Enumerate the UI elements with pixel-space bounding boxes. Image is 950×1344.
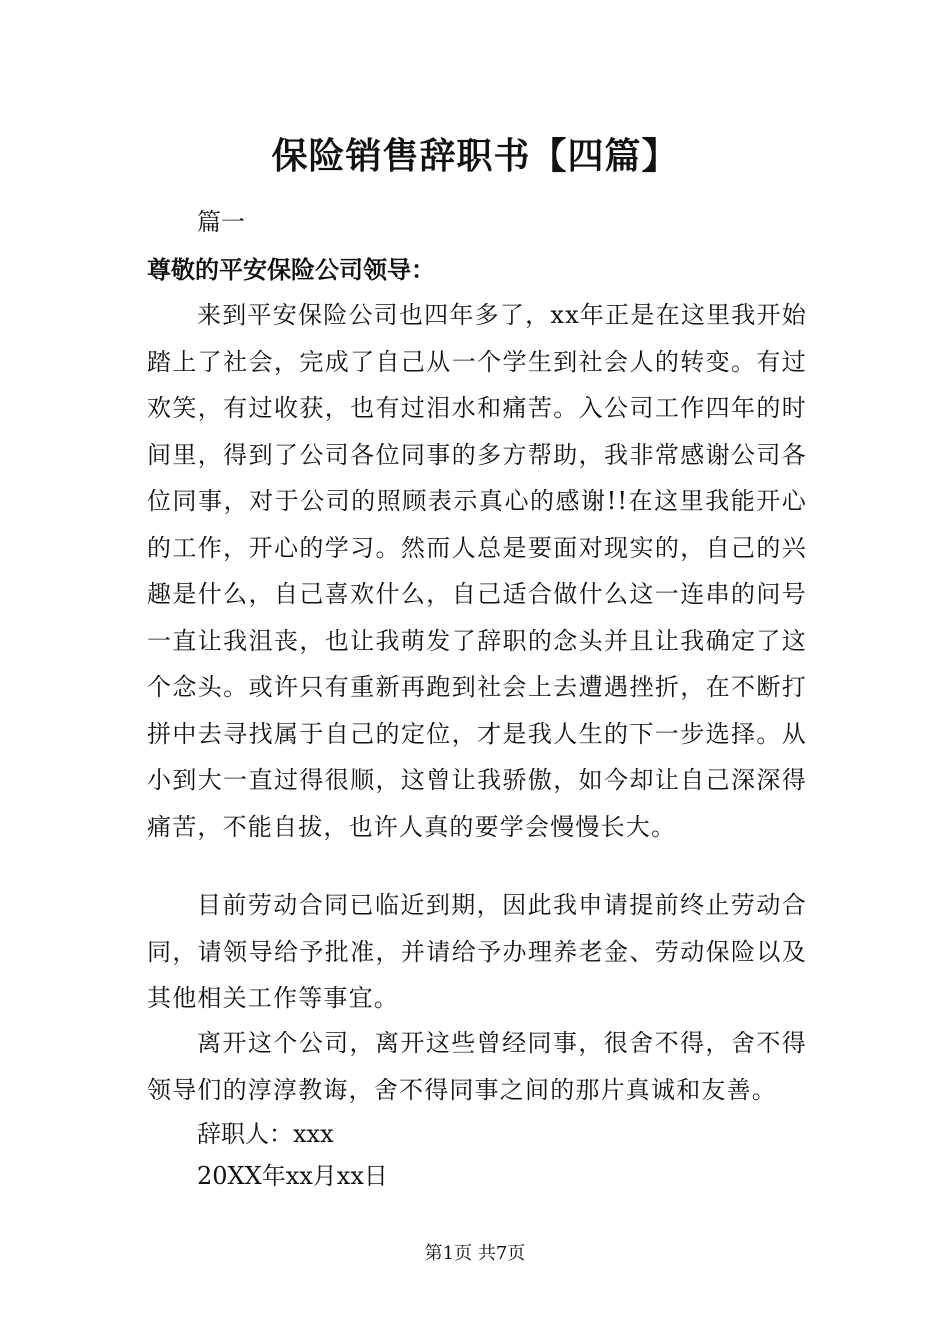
- paragraph-1: [147, 292, 807, 850]
- section-heading: 篇一: [197, 208, 245, 236]
- paragraph-text: 离开这个公司，离开这些曾经同事，很舍不得，舍不得领导们的淳淳教诲，舍不得同事之间的那片真诚和友善。: [147, 1029, 807, 1104]
- salutation: 尊敬的平安保险公司领导：: [147, 255, 435, 284]
- paragraph-text: 来到平安保险公司也四年多了，xx年正是在这里我开始踏上了社会，完成了自己从一个学生到社会人的转变。有过欢笑，有过收获，也有过泪水和痛苦。入公司工作四年的时间里，得到了公司各位同事的多方帮助，我非常感谢公司各位同事，对于公司的照顾表示真心的感谢!!在这里我能开心的工作，开心的学习。然而人总是要面对现实的，自己的兴趣是什么，自己喜欢什么，自己适合做什么这一连串的问号一直让我沮丧，也让我萌发了辞职的念头并且让我确定了这个念头。或许只有重新再跑到社会上去遭遇挫折，在不断打拼中去寻找属于自己的定位，才是我人生的下一步选择。从小到大一直过得很顺，这曾让我骄傲，如今却让自己深深得痛苦，不能自拔，也许人真的要学会慢慢长大。: [147, 301, 807, 841]
- paragraph-2: [147, 882, 807, 1022]
- paragraph-text: 目前劳动合同已临近到期，因此我申请提前终止劳动合同，请领导给予批准，并请给予办理养老金、劳动保险以及其他相关工作等事宜。: [147, 891, 807, 1012]
- signature-name: 辞职人：xxx: [197, 1120, 334, 1148]
- paragraph-3: [147, 1020, 807, 1113]
- page-indicator: 第1页 共7页: [424, 1243, 526, 1264]
- document-title: 保险销售辞职书【四篇】: [271, 135, 679, 177]
- signature-date: 20XX年xx月xx日: [197, 1162, 388, 1190]
